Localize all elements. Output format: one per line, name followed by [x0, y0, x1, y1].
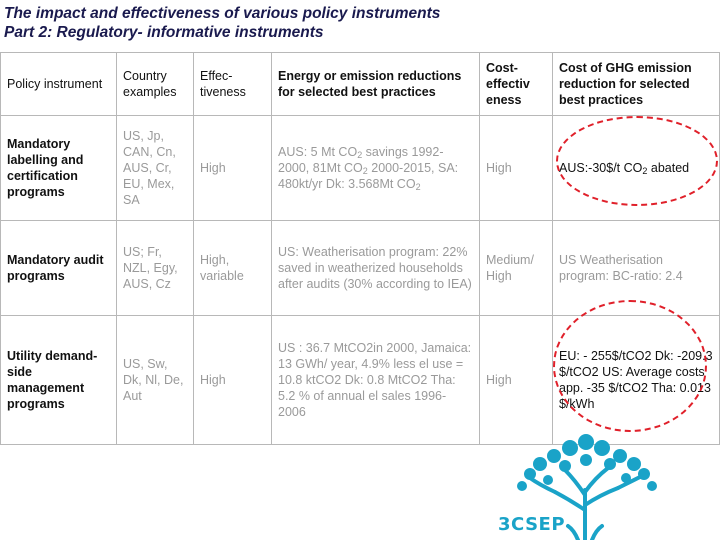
title-line-1: The impact and effectiveness of various policy instruments [4, 5, 441, 22]
header-policy-instrument: Policy instrument [1, 53, 117, 116]
header-country-examples: Country examples [117, 53, 194, 116]
table-row [1, 316, 720, 445]
instrument-cell: Utility demand-side management programs [1, 316, 117, 445]
instrument-cell: Mandatory audit programs [1, 221, 117, 316]
table-row [1, 116, 720, 221]
table-row [1, 221, 720, 316]
instrument-cell: Mandatory labelling and certification programs [1, 116, 117, 221]
cost-ghg-cell: AUS:-30$/t $CO_2$ abated [553, 116, 720, 221]
cost-ghg-cell: EU: - 255$/tCO2 Dk: -209.3 $/tCO2 US: Average costs app. -35 $/tCO2 Tha: 0.013 $/kWh [553, 316, 720, 445]
header-energy-reductions: Energy or emission reductions for selected best practices [272, 53, 480, 116]
effectiveness-cell: High, variable [194, 221, 272, 316]
logo-text: 3CSEP [498, 514, 566, 535]
cost-effectiveness-cell: Medium/ High [480, 221, 553, 316]
policy-table [0, 52, 720, 445]
country-cell: US, Jp, CAN, Cn, AUS, Cr, EU, Mex, SA [117, 116, 194, 221]
title-line-2: Part 2: Regulatory- informative instruments [4, 24, 324, 41]
effectiveness-cell: High [194, 116, 272, 221]
header-cost-effectiveness: Cost- effectiv eness [480, 53, 553, 116]
header-effectiveness: Effec- tiveness [194, 53, 272, 116]
cost-effectiveness-cell: High [480, 316, 553, 445]
effectiveness-cell: High [194, 316, 272, 445]
country-cell: US, Sw, Dk, Nl, De, Aut [117, 316, 194, 445]
energy-cell: US: Weatherisation program: 22% saved in weatherized households after audits (30% according to IEA) [272, 221, 480, 316]
cost-ghg-cell: US Weatherisation program: BC-ratio: 2.4 [553, 221, 720, 316]
slide-title [4, 4, 716, 42]
cost-effectiveness-cell: High [480, 116, 553, 221]
table-header-row [1, 53, 720, 116]
country-cell: US; Fr, NZL, Egy, AUS, Cz [117, 221, 194, 316]
header-cost-ghg: Cost of GHG emission reduction for selected best practices [553, 53, 720, 116]
energy-cell: US : 36.7 MtCO2in 2000, Jamaica: 13 GWh/ year, 4.9% less el use = 10.8 ktCO2 Dk: 0.8 MtCO2 Tha: 5.2 % of annual el sales 1996-2006 [272, 316, 480, 445]
energy-cell: AUS: 5 Mt $CO_2$ savings 1992-2000, 81Mt $CO_2$ 2000-2015, SA: 480kt/yr Dk: 3.568Mt $CO_2$ [272, 116, 480, 221]
